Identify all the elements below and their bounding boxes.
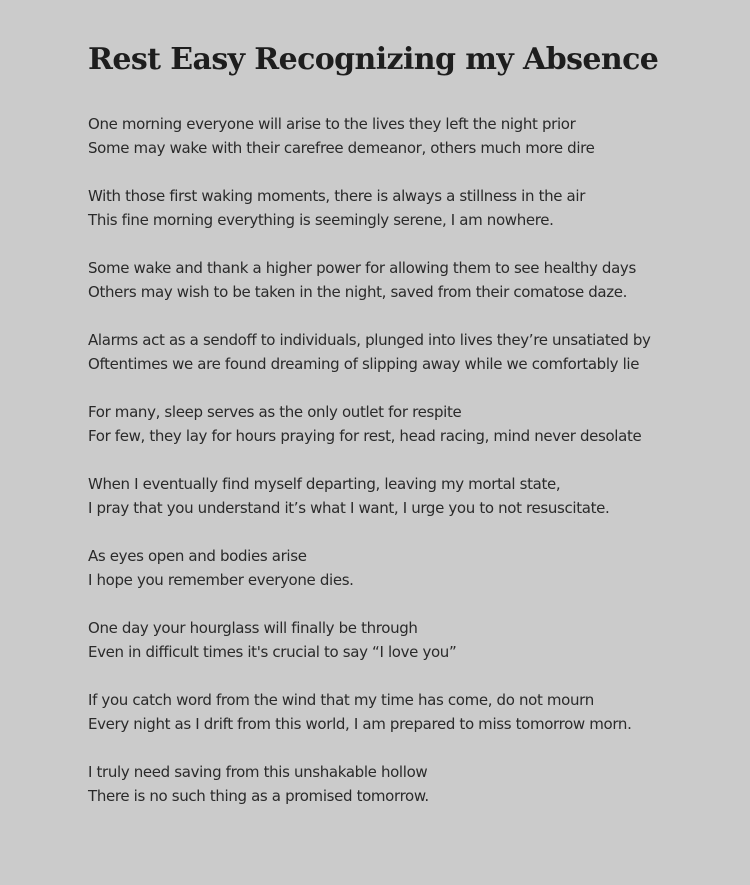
poem-line: Some wake and thank a higher power for allowing them to see healthy days	[88, 259, 636, 277]
poem-line: Every night as I drift from this world, I am prepared to miss tomorrow morn.	[88, 715, 632, 733]
poem-line: For many, sleep serves as the only outlet for respite	[88, 403, 462, 421]
stanza	[88, 472, 728, 520]
stanza	[88, 256, 728, 304]
poem-line: When I eventually find myself departing, leaving my mortal state,	[88, 475, 561, 493]
poem-line: As eyes open and bodies arise	[88, 547, 307, 565]
poem-line: For few, they lay for hours praying for rest, head racing, mind never desolate	[88, 427, 642, 445]
poem-line: One day your hourglass will finally be through	[88, 619, 418, 637]
poem-line: Others may wish to be taken in the night, saved from their comatose daze.	[88, 283, 628, 301]
stanza	[88, 112, 728, 160]
poem-line: Alarms act as a sendoff to individuals, plunged into lives they’re unsatiated by	[88, 331, 651, 349]
poem-line: One morning everyone will arise to the lives they left the night prior	[88, 115, 576, 133]
poem-line: Even in difficult times it's crucial to say “I love you”	[88, 643, 457, 661]
stanza	[88, 328, 728, 376]
poem-line: There is no such thing as a promised tomorrow.	[88, 787, 429, 805]
stanza	[88, 400, 728, 448]
stanza	[88, 184, 728, 232]
poem-page	[88, 40, 728, 832]
poem-line: Oftentimes we are found dreaming of slipping away while we comfortably lie	[88, 355, 640, 373]
stanza	[88, 616, 728, 664]
poem-line: I pray that you understand it’s what I want, I urge you to not resuscitate.	[88, 499, 610, 517]
poem-line: This fine morning everything is seemingly serene, I am nowhere.	[88, 211, 554, 229]
poem-body	[88, 112, 728, 808]
stanza	[88, 760, 728, 808]
stanza	[88, 544, 728, 592]
poem-title: Rest Easy Recognizing my Absence	[88, 42, 659, 77]
poem-line: If you catch word from the wind that my time has come, do not mourn	[88, 691, 594, 709]
poem-line: I hope you remember everyone dies.	[88, 571, 354, 589]
poem-line: With those first waking moments, there is always a stillness in the air	[88, 187, 586, 205]
stanza	[88, 688, 728, 736]
poem-line: Some may wake with their carefree demeanor, others much more dire	[88, 139, 595, 157]
poem-line: I truly need saving from this unshakable hollow	[88, 763, 428, 781]
